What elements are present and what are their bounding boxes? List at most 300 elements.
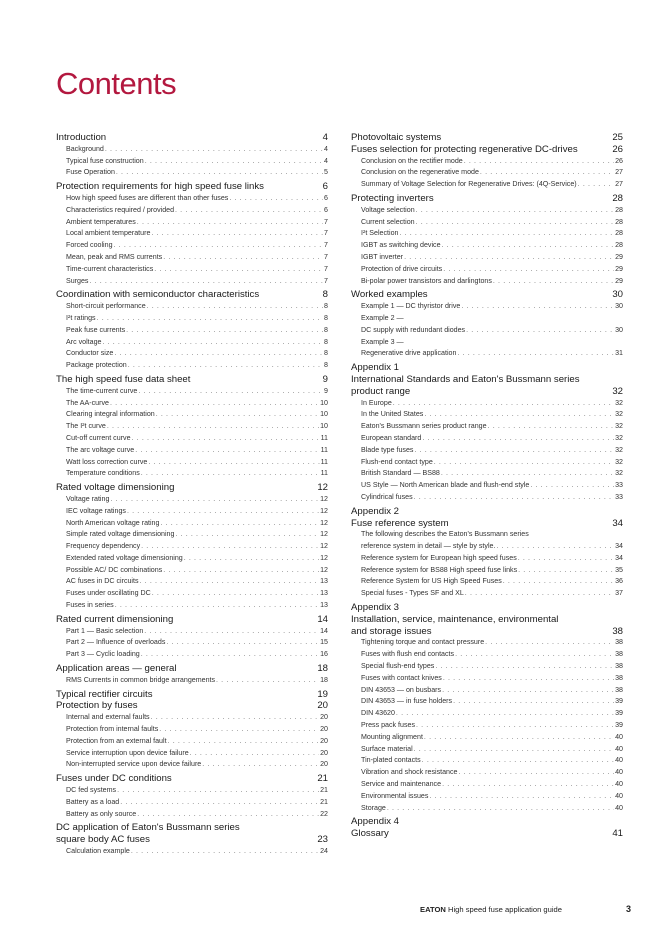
toc-subentry[interactable] <box>351 445 623 457</box>
toc-page-number: 29 <box>615 252 623 261</box>
toc-page-number: 28 <box>615 241 623 250</box>
toc-page-number: 30 <box>615 302 623 311</box>
toc-page-number: 12 <box>320 506 328 515</box>
toc-page-number: 7 <box>324 276 328 285</box>
toc-subentry[interactable] <box>351 744 623 756</box>
toc-entry-title: Battery as a load <box>66 797 120 806</box>
toc-subentry[interactable] <box>56 421 328 433</box>
toc-entry-title: Example 2 — <box>361 313 404 322</box>
toc-subentry[interactable] <box>351 649 623 661</box>
toc-subentry[interactable] <box>351 529 623 541</box>
toc-subentry[interactable] <box>351 588 623 600</box>
toc-section-entry[interactable] <box>351 132 623 144</box>
toc-subentry[interactable] <box>351 325 623 337</box>
toc-page-number: 7 <box>324 229 328 238</box>
toc-subentry[interactable] <box>56 748 328 760</box>
toc-leader-dots <box>127 506 319 518</box>
toc-subentry[interactable] <box>351 348 623 360</box>
toc-subentry[interactable] <box>56 313 328 325</box>
toc-page-number: 6 <box>322 181 328 193</box>
toc-leader-dots <box>137 809 319 821</box>
toc-section-entry[interactable] <box>351 828 623 840</box>
toc-subentry[interactable] <box>56 541 328 553</box>
toc-page-number: 32 <box>615 410 623 419</box>
toc-entry-title: Worked examples <box>351 289 428 301</box>
toc-page-number: 39 <box>615 697 623 706</box>
toc-page-number: 15 <box>320 638 328 647</box>
toc-subentry[interactable] <box>351 167 623 179</box>
toc-page-number: 29 <box>615 276 623 285</box>
toc-section-entry[interactable] <box>56 289 328 301</box>
toc-subentry[interactable] <box>56 360 328 372</box>
toc-leader-dots <box>140 576 320 588</box>
toc-leader-dots <box>461 301 614 313</box>
toc-entry-title: European standard <box>361 433 422 442</box>
toc-leader-dots <box>404 252 614 264</box>
toc-entry-title: Fuses selection for protecting regenerative DC-drives <box>351 143 578 155</box>
toc-page-number: 40 <box>615 780 623 789</box>
toc-section-entry[interactable] <box>351 289 623 301</box>
toc-subentry[interactable] <box>56 386 328 398</box>
toc-subentry[interactable] <box>351 541 623 553</box>
toc-entry-title: Mean, peak and RMS currents <box>66 252 163 261</box>
toc-entry-title: Cylindrical fuses <box>361 492 413 501</box>
toc-subentry[interactable] <box>351 468 623 480</box>
toc-subentry[interactable] <box>351 156 623 168</box>
toc-subentry[interactable] <box>351 732 623 744</box>
toc-subentry[interactable] <box>56 529 328 541</box>
toc-entry-title: Protection of drive circuits <box>361 264 443 273</box>
toc-section-entry[interactable] <box>351 626 623 638</box>
toc-subentry[interactable] <box>351 708 623 720</box>
toc-subentry[interactable] <box>56 228 328 240</box>
toc-subentry[interactable] <box>56 264 328 276</box>
toc-subentry[interactable] <box>56 494 328 506</box>
toc-entry-title: Tightening torque and contact pressure <box>361 638 485 647</box>
toc-entry-title: Frequency dependency <box>66 542 141 551</box>
toc-page-number: 40 <box>615 732 623 741</box>
toc-page-number: 32 <box>615 445 623 454</box>
toc-entry-title: Reference system for BS88 High speed fuse links <box>361 565 518 574</box>
toc-subentry[interactable] <box>351 240 623 252</box>
toc-section-entry[interactable] <box>56 132 328 144</box>
toc-entry-title: Environmental issues <box>361 791 429 800</box>
toc-section-entry[interactable] <box>56 689 328 701</box>
toc-entry-title: DIN 43653 — on busbars <box>361 685 442 694</box>
toc-page-number: 21 <box>317 773 328 785</box>
toc-leader-dots <box>151 228 323 240</box>
toc-leader-dots <box>416 217 614 229</box>
toc-subentry[interactable] <box>56 398 328 410</box>
toc-subentry[interactable] <box>351 492 623 504</box>
toc-subentry[interactable] <box>56 675 328 687</box>
toc-leader-dots <box>503 576 614 588</box>
toc-entry-title: IGBT inverter <box>361 252 404 261</box>
toc-page-number: 27 <box>615 180 623 189</box>
toc-leader-dots <box>175 529 319 541</box>
toc-subentry[interactable] <box>351 791 623 803</box>
toc-page-number: 40 <box>615 768 623 777</box>
toc-page-number: 28 <box>612 192 623 204</box>
toc-subentry[interactable] <box>56 433 328 445</box>
toc-entry-title: Voltage rating <box>66 494 110 503</box>
toc-entry-title: International Standards and Eaton's Bussmann series <box>351 373 580 385</box>
toc-subentry[interactable] <box>56 759 328 771</box>
toc-entry-title: Bi-polar power transistors and darlingtons <box>361 276 492 285</box>
toc-leader-dots <box>518 553 614 565</box>
toc-page-number: 28 <box>615 217 623 226</box>
toc-subentry[interactable] <box>56 205 328 217</box>
toc-subentry[interactable] <box>351 301 623 313</box>
toc-leader-dots <box>190 748 319 760</box>
toc-page-number: 40 <box>615 744 623 753</box>
toc-section-entry[interactable] <box>56 181 328 193</box>
toc-page-number: 10 <box>320 410 328 419</box>
toc-page-number: 36 <box>615 577 623 586</box>
toc-entry-title: Surface material <box>361 744 413 753</box>
toc-section-entry[interactable] <box>351 374 623 386</box>
toc-entry-title: Battery as only source <box>66 809 137 818</box>
toc-page-number: 32 <box>615 457 623 466</box>
toc-subentry[interactable] <box>351 264 623 276</box>
toc-entry-title: Time-current characteristics <box>66 264 154 273</box>
toc-leader-dots <box>442 779 614 791</box>
toc-section-entry[interactable] <box>351 386 623 398</box>
toc-page-number: 26 <box>612 143 623 155</box>
toc-page-number: 32 <box>612 385 623 397</box>
toc-subentry[interactable] <box>351 767 623 779</box>
toc-leader-dots <box>422 755 614 767</box>
toc-leader-dots <box>424 409 614 421</box>
toc-subentry[interactable] <box>56 240 328 252</box>
toc-subentry[interactable] <box>56 712 328 724</box>
toc-page-number: 20 <box>317 700 328 712</box>
toc-subentry[interactable] <box>351 565 623 577</box>
toc-page-number: 21 <box>320 797 328 806</box>
toc-subentry[interactable] <box>351 398 623 410</box>
toc-leader-dots <box>387 803 614 815</box>
toc-entry-title: The AA-curve <box>66 398 109 407</box>
toc-subentry[interactable] <box>351 661 623 673</box>
toc-subentry[interactable] <box>351 553 623 565</box>
toc-entry-title: DC supply with redundant diodes <box>361 325 466 334</box>
toc-section-entry[interactable] <box>56 614 328 626</box>
toc-subentry[interactable] <box>56 156 328 168</box>
toc-page-number: 10 <box>320 398 328 407</box>
toc-section-entry[interactable] <box>351 602 623 614</box>
toc-section-entry[interactable] <box>351 193 623 205</box>
toc-subentry[interactable] <box>56 553 328 565</box>
toc-page-number: 38 <box>615 662 623 671</box>
toc-leader-dots <box>493 276 614 288</box>
toc-leader-dots <box>163 565 319 577</box>
toc-entry-title: DC application of Eaton's Bussmann series <box>56 822 240 834</box>
toc-leader-dots <box>117 785 319 797</box>
toc-page-number: 40 <box>615 803 623 812</box>
page-title: Contents <box>56 66 177 101</box>
toc-page-number: 12 <box>320 518 328 527</box>
toc-entry-title: Tin-plated contacts <box>361 756 421 765</box>
toc-subentry[interactable] <box>351 803 623 815</box>
toc-subentry[interactable] <box>56 167 328 179</box>
toc-page-number: 4 <box>324 156 328 165</box>
toc-subentry[interactable] <box>56 506 328 518</box>
toc-entry-title: Background <box>66 144 104 153</box>
toc-subentry[interactable] <box>56 565 328 577</box>
toc-leader-dots <box>458 767 614 779</box>
toc-leader-dots <box>229 193 323 205</box>
toc-entry-title: Extended rated voltage dimensioning <box>66 553 183 562</box>
toc-section-entry[interactable] <box>351 816 623 828</box>
toc-entry-title: Blade type fuses <box>361 445 414 454</box>
toc-subentry[interactable] <box>351 480 623 492</box>
toc-entry-title: Watt loss correction curve <box>66 457 148 466</box>
toc-entry-title: Characteristics required / provided <box>66 205 175 214</box>
toc-leader-dots <box>442 240 615 252</box>
toc-subentry[interactable] <box>56 724 328 736</box>
toc-leader-dots <box>151 712 320 724</box>
page-footer <box>420 905 562 914</box>
toc-entry-title: DC fed systems <box>66 786 117 795</box>
toc-page-number: 34 <box>615 542 623 551</box>
toc-section-entry[interactable] <box>351 144 623 156</box>
toc-entry-title: Fuse reference system <box>351 517 449 529</box>
toc-subentry[interactable] <box>351 755 623 767</box>
toc-subentry[interactable] <box>56 409 328 421</box>
toc-entry-title: Peak fuse currents <box>66 325 126 334</box>
toc-leader-dots <box>396 708 614 720</box>
toc-leader-dots <box>141 468 320 480</box>
toc-entry-title: Glossary <box>351 828 389 840</box>
toc-subentry[interactable] <box>351 421 623 433</box>
toc-subentry[interactable] <box>351 673 623 685</box>
toc-entry-title: Appendix 3 <box>351 602 400 614</box>
toc-leader-dots <box>159 724 319 736</box>
toc-subentry[interactable] <box>351 576 623 588</box>
toc-subentry[interactable] <box>56 468 328 480</box>
toc-page-number: 8 <box>322 289 328 301</box>
toc-entry-title: Conductor size <box>66 349 114 358</box>
toc-leader-dots <box>578 179 614 191</box>
toc-entry-title: Simple rated voltage dimensioning <box>66 530 175 539</box>
toc-page-number: 34 <box>615 553 623 562</box>
toc-entry-title: Eaton's Bussmann series product range <box>361 422 487 431</box>
toc-page-number: 12 <box>320 565 328 574</box>
toc-entry-title: Example 3 — <box>361 337 404 346</box>
toc-leader-dots <box>137 217 323 229</box>
toc-leader-dots <box>116 167 323 179</box>
toc-subentry[interactable] <box>351 228 623 240</box>
toc-entry-title: Protection from an external fault <box>66 736 167 745</box>
toc-leader-dots <box>175 205 323 217</box>
toc-entry-title: Photovoltaic systems <box>351 132 442 143</box>
toc-entry-title: Protection by fuses <box>56 700 138 712</box>
toc-leader-dots <box>184 553 319 565</box>
toc-subentry[interactable] <box>56 809 328 821</box>
toc-entry-title: Vibration and shock resistance <box>361 768 458 777</box>
toc-subentry[interactable] <box>351 433 623 445</box>
toc-subentry[interactable] <box>351 217 623 229</box>
toc-entry-title: Service and maintenance <box>361 780 442 789</box>
toc-leader-dots <box>466 325 614 337</box>
toc-entry-title: Appendix 4 <box>351 816 400 828</box>
toc-leader-dots <box>103 337 324 349</box>
toc-section-entry[interactable] <box>56 822 328 834</box>
toc-page-number: 28 <box>615 205 623 214</box>
toc-entry-title: The high speed fuse data sheet <box>56 373 191 385</box>
toc-leader-dots <box>110 494 319 506</box>
toc-leader-dots <box>114 240 324 252</box>
toc-section-entry[interactable] <box>351 614 623 626</box>
toc-entry-title: North American voltage rating <box>66 518 160 527</box>
toc-leader-dots <box>148 457 319 469</box>
toc-subentry[interactable] <box>56 736 328 748</box>
toc-page-number: 11 <box>320 433 328 442</box>
toc-page-number: 30 <box>612 289 623 301</box>
toc-entry-title: Introduction <box>56 132 107 143</box>
toc-page-number: 20 <box>320 736 328 745</box>
toc-page-number: 5 <box>324 168 328 177</box>
toc-leader-dots <box>107 421 319 433</box>
toc-entry-title: product range <box>351 385 411 397</box>
toc-left-column <box>56 132 328 858</box>
toc-leader-dots <box>144 626 319 638</box>
toc-subentry[interactable] <box>56 193 328 205</box>
toc-page-number: 12 <box>317 482 328 494</box>
toc-leader-dots <box>168 736 320 748</box>
toc-subentry[interactable] <box>56 797 328 809</box>
toc-entry-title: Package protection <box>66 361 127 370</box>
toc-page-number: 27 <box>615 168 623 177</box>
toc-page-number: 16 <box>320 650 328 659</box>
toc-section-entry[interactable] <box>56 663 328 675</box>
toc-entry-title: Appendix 2 <box>351 505 400 517</box>
toc-page-number: 22 <box>320 809 328 818</box>
toc-leader-dots <box>135 445 319 457</box>
toc-subentry[interactable] <box>56 576 328 588</box>
toc-subentry[interactable] <box>56 588 328 600</box>
toc-section-entry[interactable] <box>56 482 328 494</box>
toc-page-number: 13 <box>320 601 328 610</box>
toc-subentry[interactable] <box>351 720 623 732</box>
toc-subentry[interactable] <box>56 445 328 457</box>
toc-entry-title: Conclusion on the rectifier mode <box>361 156 463 165</box>
toc-page-number: 11 <box>320 457 328 466</box>
toc-section-entry[interactable] <box>56 834 328 846</box>
toc-entry-title: Mounting alignment <box>361 732 423 741</box>
toc-subentry[interactable] <box>56 846 328 858</box>
toc-subentry[interactable] <box>56 637 328 649</box>
toc-page-number: 6 <box>324 205 328 214</box>
toc-leader-dots <box>414 445 614 457</box>
toc-subentry[interactable] <box>351 409 623 421</box>
toc-section-entry[interactable] <box>56 773 328 785</box>
toc-page-number: 4 <box>322 132 328 143</box>
toc-subentry[interactable] <box>351 779 623 791</box>
toc-page-number: 18 <box>320 675 328 684</box>
toc-page-number: 38 <box>612 625 623 637</box>
toc-subentry[interactable] <box>56 337 328 349</box>
toc-entry-title: Rated current dimensioning <box>56 613 174 625</box>
toc-leader-dots <box>141 649 319 661</box>
toc-entry-title: Special flush-end types <box>361 662 435 671</box>
toc-page-number: 35 <box>615 565 623 574</box>
toc-entry-title: Surges <box>66 276 89 285</box>
toc-leader-dots <box>166 637 319 649</box>
toc-entry-title: Installation, service, maintenance, environmental <box>351 613 559 625</box>
toc-leader-dots <box>156 409 319 421</box>
toc-entry-title: Protection requirements for high speed fuse links <box>56 181 264 193</box>
toc-page-number: 39 <box>615 709 623 718</box>
toc-subentry[interactable] <box>351 179 623 191</box>
toc-entry-title: Short-circuit performance <box>66 302 146 311</box>
toc-page-number: 30 <box>615 325 623 334</box>
toc-section-entry[interactable] <box>56 700 328 712</box>
toc-subentry[interactable] <box>56 600 328 612</box>
toc-subentry[interactable] <box>351 696 623 708</box>
toc-leader-dots <box>443 264 614 276</box>
toc-page-number: 38 <box>615 685 623 694</box>
toc-leader-dots <box>138 386 323 398</box>
toc-entry-title: AC fuses in DC circuits <box>66 577 139 586</box>
toc-section-entry[interactable] <box>56 374 328 386</box>
toc-page-number: 4 <box>324 144 328 153</box>
toc-subentry[interactable] <box>351 457 623 469</box>
toc-subentry[interactable] <box>351 276 623 288</box>
toc-subentry[interactable] <box>56 649 328 661</box>
toc-page-number: 25 <box>612 132 623 143</box>
toc-leader-dots <box>105 144 323 156</box>
toc-page-number: 6 <box>324 193 328 202</box>
toc-subentry[interactable] <box>56 518 328 530</box>
toc-entry-title: square body AC fuses <box>56 834 150 846</box>
toc-page-number: 13 <box>320 589 328 598</box>
toc-entry-title: and storage issues <box>351 625 432 637</box>
toc-section-entry[interactable] <box>351 506 623 518</box>
toc-subentry[interactable] <box>56 785 328 797</box>
toc-page-number: 9 <box>324 386 328 395</box>
toc-subentry[interactable] <box>56 217 328 229</box>
toc-leader-dots <box>453 696 614 708</box>
toc-subentry[interactable] <box>56 457 328 469</box>
toc-subentry[interactable] <box>56 144 328 156</box>
toc-subentry[interactable] <box>56 301 328 313</box>
toc-entry-title: Local ambient temperature <box>66 229 151 238</box>
toc-subentry[interactable] <box>56 276 328 288</box>
toc-subentry[interactable] <box>351 637 623 649</box>
toc-section-entry[interactable] <box>351 518 623 530</box>
toc-entry-title: Forced cooling <box>66 241 113 250</box>
toc-leader-dots <box>216 675 319 687</box>
toc-page-number: 33 <box>615 492 623 501</box>
toc-entry-title: Non-interrupted service upon device failure <box>66 760 202 769</box>
toc-page-number: 32 <box>615 433 623 442</box>
toc-subentry[interactable] <box>56 325 328 337</box>
toc-subentry[interactable] <box>351 252 623 264</box>
toc-subentry[interactable] <box>56 348 328 360</box>
toc-subentry[interactable] <box>56 252 328 264</box>
toc-section-entry[interactable] <box>351 362 623 374</box>
toc-page-number: 12 <box>320 530 328 539</box>
toc-subentry[interactable] <box>56 626 328 638</box>
toc-subentry[interactable] <box>351 313 623 325</box>
toc-subentry[interactable] <box>351 205 623 217</box>
toc-leader-dots <box>530 480 614 492</box>
toc-leader-dots <box>141 541 319 553</box>
toc-subentry[interactable] <box>351 685 623 697</box>
toc-page-number: 26 <box>615 156 623 165</box>
toc-subentry[interactable] <box>351 337 623 349</box>
